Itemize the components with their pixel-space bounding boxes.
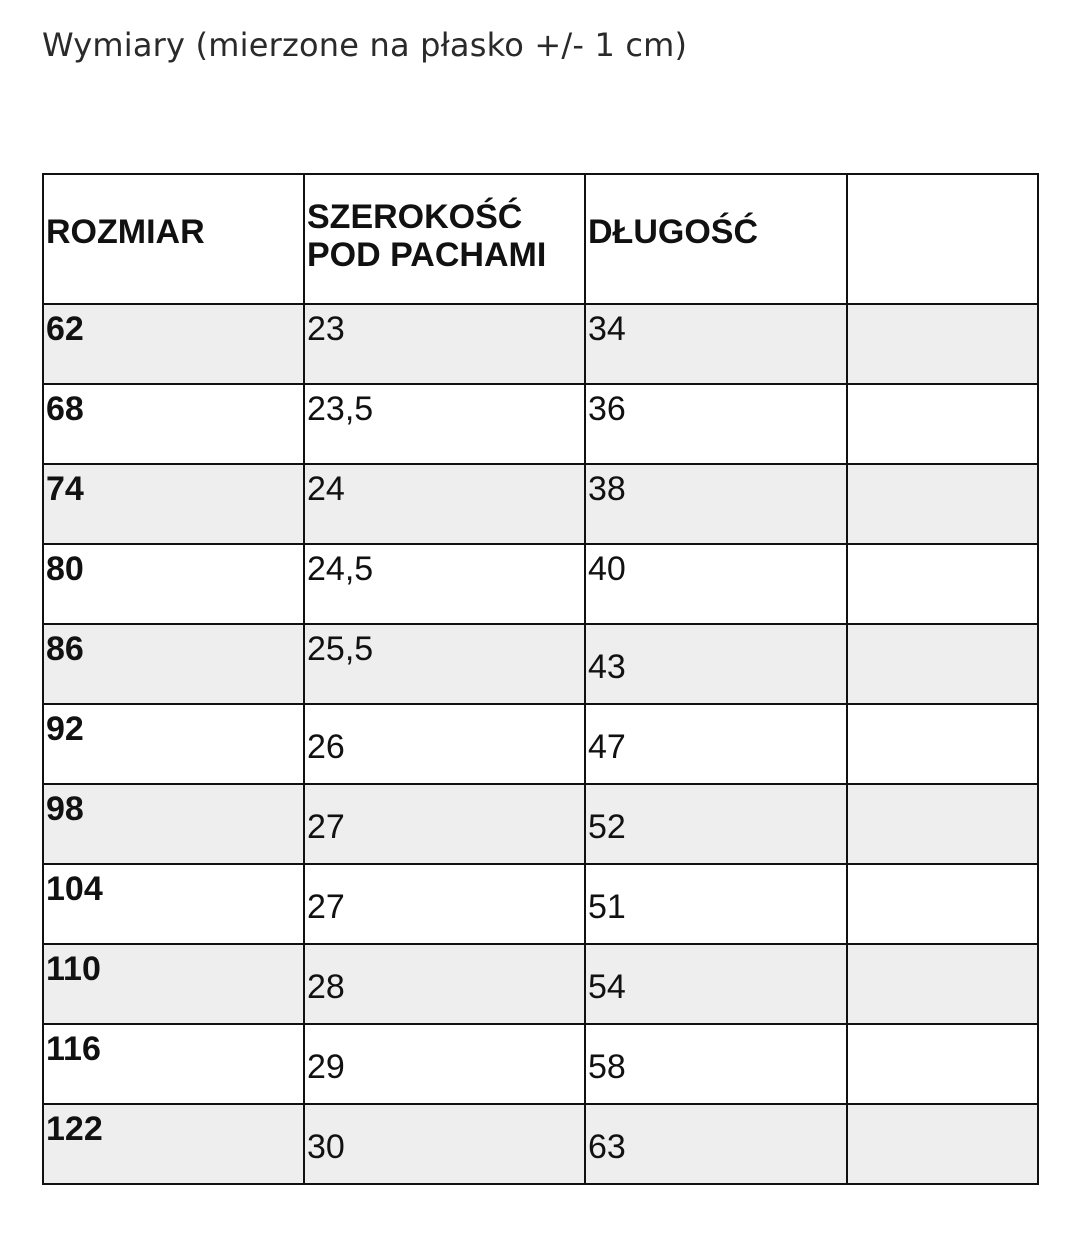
table-row <box>43 864 1038 944</box>
size-cell: 122 <box>43 1104 304 1184</box>
table-row <box>43 384 1038 464</box>
width-cell: 27 <box>304 784 585 864</box>
width-cell: 26 <box>304 704 585 784</box>
size-cell: 98 <box>43 784 304 864</box>
empty-cell <box>847 384 1038 464</box>
table-row <box>43 1024 1038 1104</box>
width-cell: 29 <box>304 1024 585 1104</box>
table-row <box>43 704 1038 784</box>
table-row <box>43 544 1038 624</box>
size-cell: 116 <box>43 1024 304 1104</box>
length-cell: 63 <box>585 1104 847 1184</box>
width-cell: 24 <box>304 464 585 544</box>
length-cell: 58 <box>585 1024 847 1104</box>
header-width: SZEROKOŚĆ POD PACHAMI <box>304 174 585 304</box>
page-title: Wymiary (mierzone na płasko +/- 1 cm) <box>42 26 688 64</box>
width-cell: 23,5 <box>304 384 585 464</box>
length-cell: 54 <box>585 944 847 1024</box>
size-cell: 110 <box>43 944 304 1024</box>
length-cell: 34 <box>585 304 847 384</box>
length-cell: 38 <box>585 464 847 544</box>
size-cell: 68 <box>43 384 304 464</box>
length-cell: 52 <box>585 784 847 864</box>
width-cell: 24,5 <box>304 544 585 624</box>
length-cell: 43 <box>585 624 847 704</box>
size-cell: 74 <box>43 464 304 544</box>
empty-cell <box>847 624 1038 704</box>
empty-cell <box>847 704 1038 784</box>
width-cell: 25,5 <box>304 624 585 704</box>
header-length: DŁUGOŚĆ <box>585 174 847 304</box>
size-cell: 92 <box>43 704 304 784</box>
empty-cell <box>847 784 1038 864</box>
table-row <box>43 784 1038 864</box>
size-cell: 86 <box>43 624 304 704</box>
table-row <box>43 304 1038 384</box>
header-size: ROZMIAR <box>43 174 304 304</box>
table-row <box>43 624 1038 704</box>
table-row <box>43 944 1038 1024</box>
empty-cell <box>847 944 1038 1024</box>
length-cell: 36 <box>585 384 847 464</box>
table-header-row <box>43 174 1038 304</box>
size-cell: 62 <box>43 304 304 384</box>
empty-cell <box>847 864 1038 944</box>
length-cell: 47 <box>585 704 847 784</box>
width-cell: 23 <box>304 304 585 384</box>
empty-cell <box>847 1104 1038 1184</box>
width-cell: 28 <box>304 944 585 1024</box>
empty-cell <box>847 464 1038 544</box>
header-empty <box>847 174 1038 304</box>
width-cell: 30 <box>304 1104 585 1184</box>
size-table <box>42 173 1039 1185</box>
width-cell: 27 <box>304 864 585 944</box>
size-cell: 104 <box>43 864 304 944</box>
length-cell: 40 <box>585 544 847 624</box>
table-row <box>43 464 1038 544</box>
empty-cell <box>847 1024 1038 1104</box>
empty-cell <box>847 544 1038 624</box>
table-row <box>43 1104 1038 1184</box>
size-cell: 80 <box>43 544 304 624</box>
length-cell: 51 <box>585 864 847 944</box>
empty-cell <box>847 304 1038 384</box>
